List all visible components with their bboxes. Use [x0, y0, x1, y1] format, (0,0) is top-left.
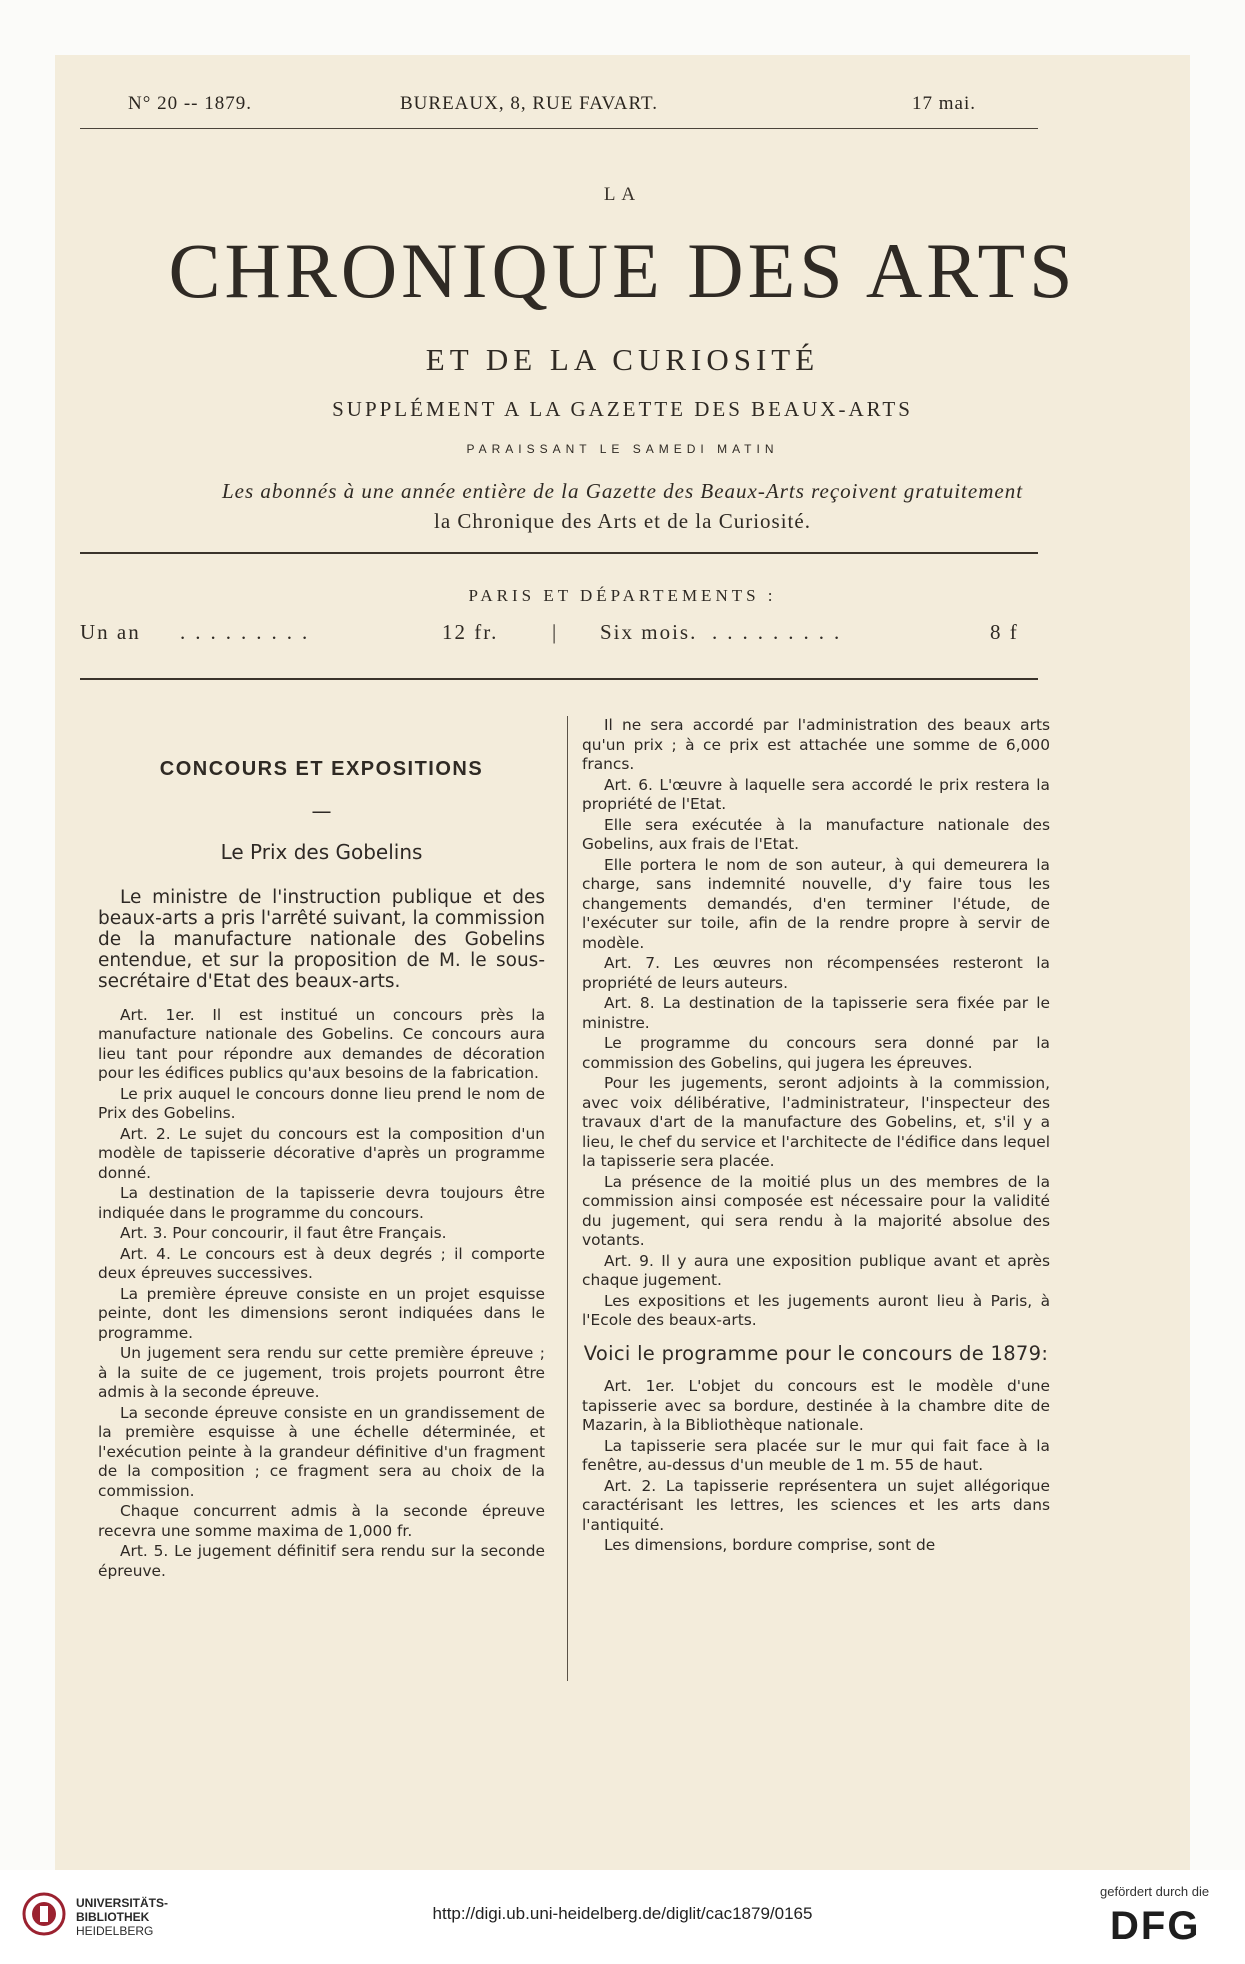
right-column: [582, 716, 1050, 1557]
subscription-heading: PARIS ET DÉPARTEMENTS :: [468, 586, 777, 605]
paragraph: Pour les jugements, seront adjoints à la commission, avec voix délibérative, l'administrateur, l'inspecteur des travaux d'art de la manufacture des Gobelins, et, s'il y a lieu, le chef du service et l'architecte de l'édifice dans lequel la tapisserie sera placée.: [582, 1074, 1050, 1170]
article-heading: Le Prix des Gobelins: [220, 840, 423, 864]
paragraph: Le programme du concours sera donné par la commission des Gobelins, qui jugera les épreuves.: [582, 1034, 1050, 1072]
library-name-line3: HEIDELBERG: [76, 1924, 154, 1938]
library-name-line2: BIBLIOTHEK: [76, 1910, 150, 1924]
paragraph: Art. 1er. Il est institué un concours près la manufacture nationale des Gobelins. Ce concours aura lieu tant pour répondre aux demandes de décoration pour les édifices publics qu'aux besoins de la fabrication.: [98, 1005, 545, 1082]
paragraph: La tapisserie sera placée sur le mur qui fait face à la fenêtre, au-dessus d'un meuble de 1 m. 55 de haut.: [582, 1436, 1050, 1474]
paragraph: Art. 3. Pour concourir, il faut être Français.: [120, 1224, 447, 1242]
subscription-rule: [80, 678, 1038, 680]
paragraph: Chaque concurrent admis à la seconde épreuve recevra une somme maxima de 1,000 fr.: [98, 1502, 545, 1540]
subscribers-note-line1: Les abonnés à une année entière de la Gazette des Beaux-Arts reçoivent gratuitement: [221, 479, 1024, 503]
paragraph: La première épreuve consiste en un projet esquisse peinte, dont les dimensions seront indiquées dans le programme.: [98, 1284, 545, 1342]
masthead-subscribers-note: [0, 476, 1245, 536]
dfg-logo: DFG: [1110, 1904, 1201, 1948]
issue-number: N° 20 -- 1879.: [128, 93, 252, 114]
paragraph: Elle sera exécutée à la manufacture nationale des Gobelins, aux frais de l'Etat.: [582, 815, 1050, 853]
six-months-label: Six mois.: [600, 620, 698, 644]
masthead-title: CHRONIQUE DES ARTS: [168, 227, 1077, 314]
right-paragraphs-b: [582, 1377, 1050, 1556]
paragraph: La destination de la tapisserie devra toujours être indiquée dans le programme du concours.: [98, 1184, 545, 1222]
masthead-subtitle: ET DE LA CURIOSITÉ: [425, 342, 820, 377]
masthead-la: LA: [603, 184, 642, 205]
masthead-parution: PARAISSANT LE SAMEDI MATIN: [466, 442, 779, 456]
paragraph: Le prix auquel le concours donne lieu prend le nom de Prix des Gobelins.: [98, 1084, 545, 1122]
paragraph: Un jugement sera rendu sur cette première épreuve ; à la suite de ce jugement, trois projets pourront être admis à la seconde épreuve.: [98, 1344, 545, 1401]
paragraph: Art. 4. Le concours est à deux degrés ; il comporte deux épreuves successives.: [98, 1244, 545, 1282]
paragraph: La seconde épreuve consiste en un grandissement de la première esquisse à une échelle déterminée, et l'exécution peinte à la grandeur définitive d'un fragment de la composition ; ce fragment sera au choix de la commission.: [98, 1403, 545, 1500]
section-dash: —: [311, 798, 332, 823]
six-months-price: 8 f: [990, 620, 1019, 644]
masthead-supplement: SUPPLÉMENT A LA GAZETTE DES BEAUX-ARTS: [332, 397, 913, 421]
paragraph: Art. 7. Les œuvres non récompensées resteront la propriété de leurs auteurs.: [582, 954, 1050, 992]
issue-date: 17 mai.: [912, 93, 976, 114]
paragraph: Art. 1er. L'objet du concours est le modèle d'une tapisserie avec sa bordure, destinée à la chambre dite de Mazarin, à la Bibliothèque nationale.: [582, 1377, 1050, 1434]
paragraph: Art. 2. La tapisserie représentera un sujet allégorique caractérisant les lettres, les sciences et les arts dans l'antiquité.: [582, 1476, 1050, 1534]
masthead-rule: [80, 552, 1038, 554]
funded-by-label: gefördert durch die: [1100, 1884, 1210, 1899]
one-year-label: Un an: [80, 620, 141, 644]
section-title: CONCOURS ET EXPOSITIONS: [159, 758, 484, 780]
header-rule: [80, 128, 1038, 129]
paragraph: Art. 8. La destination de la tapisserie sera fixée par le ministre.: [582, 994, 1050, 1032]
library-name: [76, 1896, 168, 1938]
paragraph: Il ne sera accordé par l'administration des beaux arts qu'un prix ; à ce prix est attachée une somme de 6,000 francs.: [582, 716, 1050, 773]
right-paragraphs-a: [582, 716, 1050, 1331]
paragraph: Art. 6. L'œuvre à laquelle sera accordé le prix restera la propriété de l'Etat.: [582, 775, 1050, 813]
column-divider: [567, 716, 568, 1681]
paragraph: Les expositions et les jugements auront lieu à Paris, à l'Ecole des beaux-arts.: [582, 1291, 1050, 1329]
left-column: [98, 760, 545, 1582]
paragraph: Elle portera le nom de son auteur, à qui demeurera la charge, sans indemnité nouvelle, d'y faire tous les changements demandés, d'en terminer l'étude, de l'exécuter sur toile, afin de la rendre propre à servir de modèle.: [582, 855, 1050, 952]
subscribers-note-line2: la Chronique des Arts et de la Curiosité.: [434, 509, 811, 533]
left-paragraphs: [98, 1006, 545, 1582]
library-name-line1: UNIVERSITÄTS-: [76, 1896, 169, 1910]
paragraph: La présence de la moitié plus un des membres de la commission ainsi composée est nécessaire pour la validité du jugement, qui sera rendu à la majorité absolue des votants.: [582, 1172, 1050, 1249]
one-year-price: 12 fr.: [442, 620, 499, 644]
university-seal-icon: [22, 1892, 66, 1936]
six-months-dots: .........: [712, 620, 850, 644]
paragraph: Art. 9. Il y aura une exposition publique avant et après chaque jugement.: [582, 1251, 1050, 1289]
paragraph: Art. 2. Le sujet du concours est la composition d'un modèle de tapisserie décorative d'après un programme donné.: [98, 1124, 545, 1182]
article-lead: Le ministre de l'instruction publique et des beaux-arts a pris l'arrêté suivant, la commission de la manufacture nationale des Gobelins entendue, et sur la proposition de M. le sous-secrétaire d'Etat des beaux-arts.: [98, 886, 545, 992]
permalink-url[interactable]: http://digi.ub.uni-heidelberg.de/diglit/cac1879/0165: [432, 1904, 813, 1923]
bureaux-address: BUREAUX, 8, RUE FAVART.: [400, 93, 658, 114]
footer-bar: [0, 1870, 1245, 1964]
price-divider: |: [552, 620, 559, 644]
one-year-dots: .........: [180, 620, 318, 644]
program-heading: Voici le programme pour le concours de 1879:: [583, 1341, 1049, 1365]
paragraph: Art. 5. Le jugement définitif sera rendu sur la seconde épreuve.: [98, 1542, 545, 1580]
paragraph: Les dimensions, bordure comprise, sont de: [604, 1536, 936, 1554]
